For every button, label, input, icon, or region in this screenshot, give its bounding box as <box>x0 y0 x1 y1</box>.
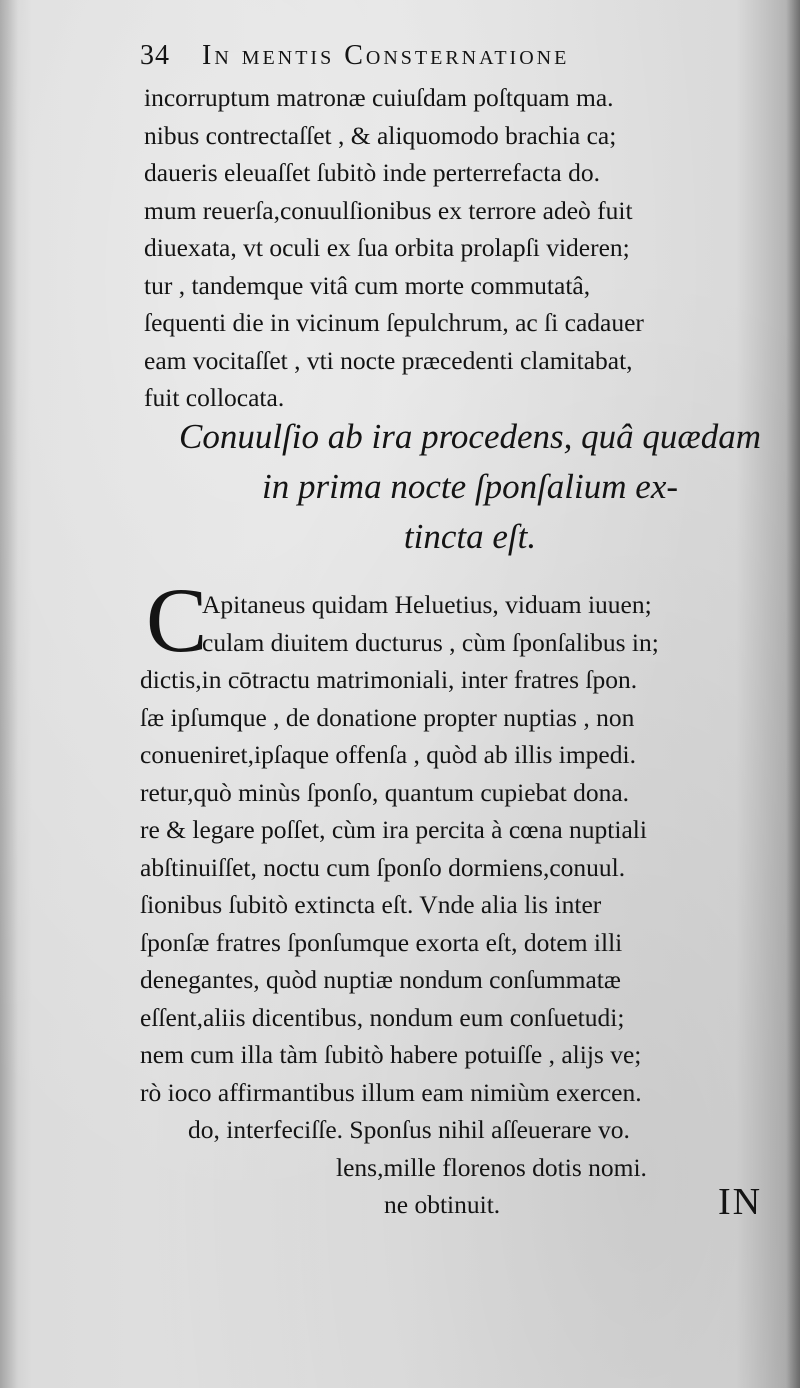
text-line: eam vocitaſſet , vti nocte præcedenti clamitabat, <box>144 345 633 375</box>
text-line: culam diuitem ducturus , cùm ſponſalibus in; <box>202 627 659 657</box>
drop-cap: C <box>146 569 208 671</box>
bleed-through-texture <box>120 1248 780 1282</box>
text-line: re & legare poſſet, cùm ira percita à cœna nuptiali <box>140 815 647 844</box>
heading-line: in prima nocte ſponſalium ex- <box>261 467 679 506</box>
heading-line: Conuulſio ab ira procedens, quâ quædam <box>178 417 762 456</box>
gutter-shadow <box>0 0 18 1388</box>
running-head: In mentis Consternatione <box>202 40 570 71</box>
section-heading <box>160 412 780 562</box>
text-line: ſæ ipſumque , de donatione propter nuptias , non <box>140 702 635 732</box>
text-line: mum reuerſa,conuulſionibus ex terrore adeò fuit <box>144 195 633 225</box>
text-line: dictis,in cōtractu matrimoniali, inter fratres ſpon. <box>140 665 638 694</box>
text-line: abſtinuiſſet, noctu cum ſponſo dormiens,conuul. <box>140 852 626 882</box>
text-line: nibus contrectaſſet , & aliquomodo brachia ca; <box>144 120 617 150</box>
text-line: incorruptum matronæ cuiuſdam poſtquam ma. <box>144 83 614 112</box>
text-line: Apitaneus quidam Heluetius, viduam iuuen; <box>202 590 652 619</box>
heading-line: tincta eſt. <box>403 517 537 556</box>
text-line: diuexata, vt oculi ex ſua orbita prolapſi videren; <box>144 233 630 262</box>
text-line: ſequenti die in vicinum ſepulchrum, ac ſi cadauer <box>144 308 644 337</box>
text-line: nem cum illa tàm ſubitò habere potuiſſe , alijs ve; <box>140 1040 642 1069</box>
text-line: retur,quò minùs ſponſo, quantum cupiebat dona. <box>140 777 630 807</box>
text-line: lens,mille florenos dotis nomi. <box>336 1152 647 1182</box>
paragraph-1 <box>144 79 644 417</box>
text-line: denegantes, quòd nuptiæ nondum conſummatæ <box>140 965 621 994</box>
text-line: tur , tandemque vitâ cum morte commutatâ, <box>144 270 591 300</box>
text-line: eſſent,aliis dicentibus, nondum eum conſuetudi; <box>140 1002 625 1032</box>
text-line: conueniret,ipſaque offenſa , quòd ab illis impedi. <box>140 740 636 769</box>
text-line: daueris eleuaſſet ſubitò inde perterrefacta do. <box>144 158 600 187</box>
text-line: ne obtinuit. <box>384 1190 501 1219</box>
text-line: do, interfeciſſe. Sponſus nihil aſſeuerare vo. <box>188 1115 630 1144</box>
paragraph-2 <box>140 586 659 1224</box>
page-header <box>140 40 780 80</box>
text-line: rò ioco affirmantibus illum eam nimiùm exercen. <box>140 1077 642 1107</box>
text-line: ſionibus ſubitò extincta eſt. Vnde alia lis inter <box>140 890 602 919</box>
page-number: 34 <box>140 40 170 71</box>
catchword: IN <box>718 1181 763 1223</box>
edge-shadow <box>786 0 800 1388</box>
text-line: ſponſæ fratres ſponſumque exorta eſt, dotem illi <box>140 927 623 957</box>
text-line: fuit collocata. <box>144 383 285 412</box>
